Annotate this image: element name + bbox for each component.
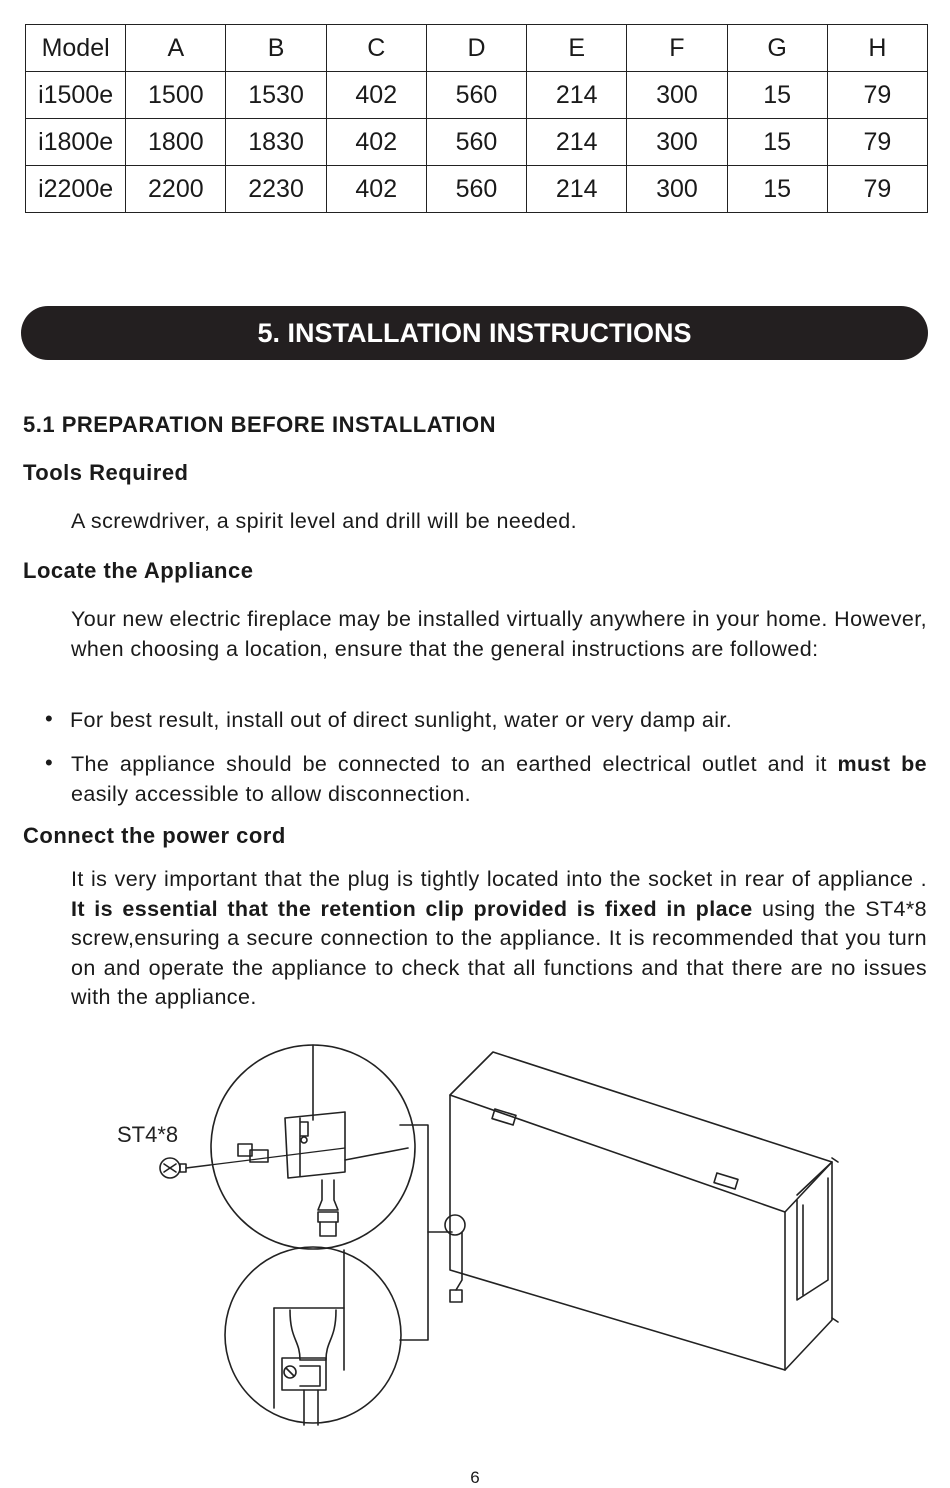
bullet-text: easily accessible to allow disconnection. [71, 781, 472, 806]
table-cell: 1530 [226, 72, 326, 119]
power-heading: Connect the power cord [23, 823, 286, 848]
bullet-earthed-outlet [71, 750, 927, 809]
plug-detail-circle [225, 1247, 401, 1425]
table-header-cell: D [426, 25, 526, 72]
fireplace-appliance [445, 1052, 838, 1370]
page-number: 6 [470, 1468, 480, 1487]
tools-text: A screwdriver, a spirit level and drill will be needed. [71, 509, 577, 533]
table-header-cell: B [226, 25, 326, 72]
table-cell: 214 [527, 119, 627, 166]
installation-diagram [100, 1040, 840, 1440]
table-cell: 79 [827, 119, 927, 166]
table-cell: 15 [727, 166, 827, 213]
table-cell: i1800e [26, 119, 126, 166]
table-cell: i1500e [26, 72, 126, 119]
power-text-start: It is very important that the plug is tightly located into the socket in rear of appliance . [71, 867, 927, 891]
table-cell: 560 [426, 72, 526, 119]
table-row [26, 72, 928, 119]
table-cell: 79 [827, 166, 927, 213]
table-header-cell: H [827, 25, 927, 72]
table-cell: 560 [426, 119, 526, 166]
locate-heading: Locate the Appliance [23, 558, 254, 583]
table-cell: 1800 [126, 119, 226, 166]
table-header-row [26, 25, 928, 72]
table-cell: 300 [627, 166, 727, 213]
table-header-cell: A [126, 25, 226, 72]
dimension-table [25, 24, 928, 213]
table-header-cell: F [627, 25, 727, 72]
table-row [26, 166, 928, 213]
table-header-cell: G [727, 25, 827, 72]
locate-text: Your new electric fireplace may be installed virtually anywhere in your home. However, when choosing a location, ensure that the general instructions are followed: [71, 607, 927, 661]
bullet-text: The appliance should be connected to an earthed electrical outlet and it [71, 752, 838, 776]
bullet-sunlight: For best result, install out of direct sunlight, water or very damp air. [70, 708, 733, 732]
table-cell: 300 [627, 72, 727, 119]
table-cell: 1500 [126, 72, 226, 119]
table-cell: 15 [727, 72, 827, 119]
table-cell: 402 [326, 119, 426, 166]
table-cell: 300 [627, 119, 727, 166]
bullet-marker: • [45, 706, 53, 731]
leader-line [210, 1148, 345, 1165]
table-cell: 214 [527, 72, 627, 119]
power-text-end: using the ST4*8 screw,ensuring a secure connection to the appliance. It is recommended that you turn on and operate the appliance to check that all functions and that there are no issues with the appliance. [71, 896, 927, 1009]
table-cell: i2200e [26, 166, 126, 213]
bullet-emphasis: must be [837, 752, 927, 776]
subsection-heading: 5.1 PREPARATION BEFORE INSTALLATION [23, 412, 497, 437]
bullet-marker: • [45, 750, 53, 775]
table-cell: 2200 [126, 166, 226, 213]
section-banner-title: 5. INSTALLATION INSTRUCTIONS [257, 317, 692, 348]
table-header-cell: E [527, 25, 627, 72]
table-cell: 560 [426, 166, 526, 213]
screw-label: ST4*8 [117, 1122, 179, 1147]
clip-detail-circle [211, 1045, 415, 1249]
table-cell: 402 [326, 72, 426, 119]
table-row [26, 119, 928, 166]
section-banner [21, 306, 928, 360]
tools-heading: Tools Required [23, 460, 189, 485]
table-cell: 214 [527, 166, 627, 213]
table-cell: 15 [727, 119, 827, 166]
power-text-emphasis: It is essential that the retention clip provided is fixed in place [71, 896, 753, 921]
table-header-cell: C [326, 25, 426, 72]
screw-icon [160, 1158, 210, 1178]
table-cell: 1830 [226, 119, 326, 166]
table-cell: 79 [827, 72, 927, 119]
table-cell: 2230 [226, 166, 326, 213]
table-header-cell: Model [26, 25, 126, 72]
power-text [71, 865, 927, 1013]
table-cell: 402 [326, 166, 426, 213]
